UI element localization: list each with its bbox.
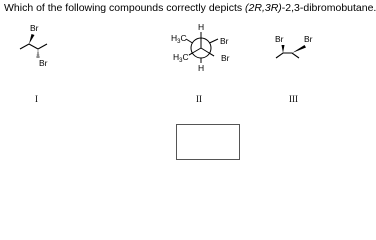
structure-3-skeleton (276, 53, 299, 58)
structure-3 (275, 34, 313, 104)
question-suffix: -2,3-dibromobutane. (281, 2, 376, 14)
answer-box[interactable] (176, 124, 240, 160)
structure-1-top-br: Br (30, 23, 39, 33)
structure-1 (20, 23, 48, 104)
structure-1-bottom-br: Br (39, 58, 48, 68)
structure-1-skeleton (20, 44, 47, 49)
structure-1-wedge-bond (29, 34, 35, 44)
structure-1-numeral: I (35, 94, 38, 104)
structure-2-top-h: H (198, 22, 205, 32)
structure-2-lower-left-ch3: $H_3C$ (173, 52, 189, 64)
question-prefix: Which of the following compounds correctly depicts (4, 2, 246, 14)
structure-2-numeral: II (196, 94, 202, 104)
question-compound: (2R,3R) (245, 2, 282, 14)
structure-2-lower-right-br: Br (221, 53, 230, 63)
structure-3-left-wedge (282, 45, 285, 53)
structure-2-bottom-h: H (198, 63, 205, 73)
structure-3-numeral: III (289, 94, 298, 104)
structure-2 (171, 22, 230, 104)
structure-3-right-br: Br (304, 34, 313, 44)
structure-3-right-wedge (292, 45, 306, 53)
structure-2-upper-right-br: Br (220, 36, 229, 46)
structure-2-upper-left-ch3: $H_3C$ (171, 33, 187, 45)
structure-1-hash-bond (36, 51, 39, 57)
structure-3-left-br: Br (275, 34, 284, 44)
